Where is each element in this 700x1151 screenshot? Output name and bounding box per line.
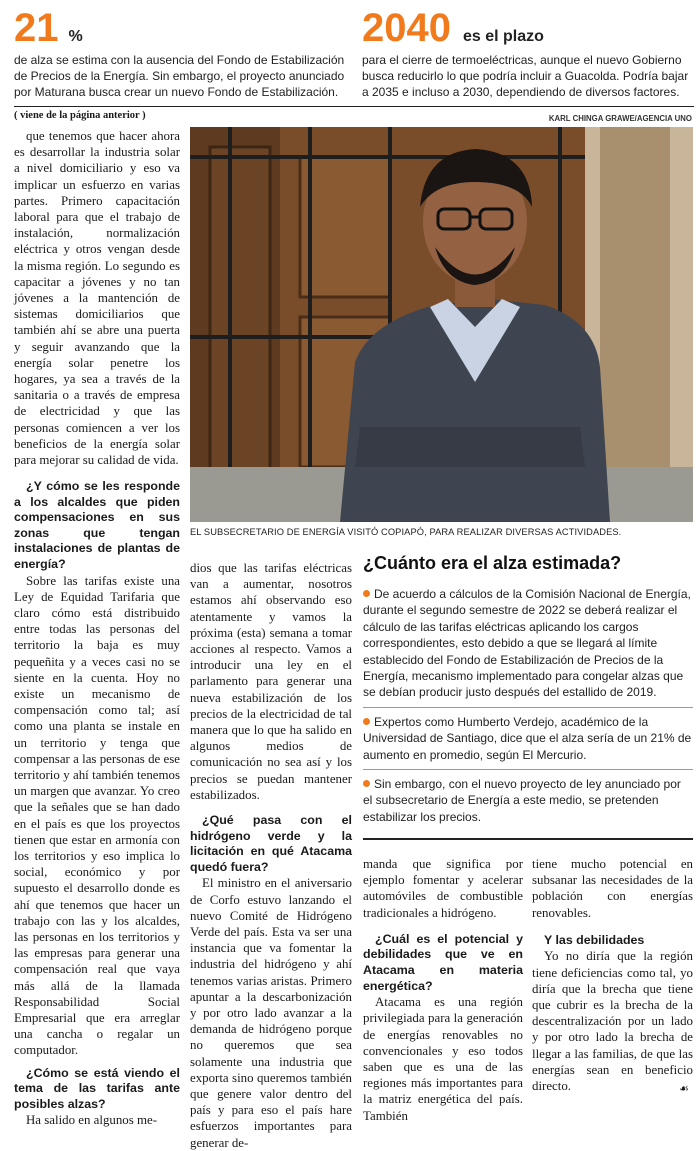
column-1-bottom	[14, 479, 180, 1129]
subsecretary-photo	[190, 127, 693, 522]
paragraph: dios que las tarifas eléctricas van a aumentar, nosotros estamos ahí observando eso atentamente y vamos la próxima (esta) semana a tomar acciones al respecto. Vamos a introducir una ley en el parlamento para generar una nueva estabilización de los precios de la electricidad de tal manera que lo que ha salido en algunos medios de comunicación no sea así y los precios se puedan mantener estabilizados.	[190, 561, 352, 802]
stat-left-number: 21	[14, 6, 59, 50]
stat-right	[362, 8, 692, 48]
bullet-dot-icon	[363, 718, 370, 725]
stat-right-number: 2040	[362, 6, 451, 50]
box-separator	[363, 769, 693, 770]
paragraph: Ha salido en algunos me-	[26, 1113, 158, 1128]
question: ¿Qué pasa con el hidrógeno verde y la licitación en qué Atacama quedó fuera?	[190, 813, 352, 874]
stat-left	[14, 8, 344, 48]
column-1-top	[14, 128, 180, 468]
question: ¿Y cómo se les responde a los alcaldes que piden compensaciones en sus zonas que tengan instalaciones de plantas de energía?	[14, 479, 180, 571]
photo-credit: KARL CHINGA GRAWE/AGENCIA UNO	[548, 114, 692, 123]
box-title: ¿Cuánto era el alza estimada?	[363, 553, 622, 573]
box-separator	[363, 707, 693, 708]
column-4	[532, 856, 693, 1094]
column-2	[190, 560, 352, 1151]
paragraph: manda que significa por ejemplo fomentar y acelerar automóviles de combustible tradicionales a hidrógeno.	[363, 857, 523, 920]
photo-caption: EL SUBSECRETARIO DE ENERGÍA VISITÓ COPIAPÓ, PARA REALIZAR DIVERSAS ACTIVIDADES.	[190, 527, 622, 537]
paragraph: que tenemos que hacer ahora es desarrollar la industria solar a nivel domiciliario y eso va implicar un esfuerzo en varias partes. Primero capacitación laboral para que el trabajo de instalación, normalización eléctrica y otros vengan desde la misma región. Lo segundo es capacitar a jóvenes y no tan jóvenes a la mantención de sistemas domiciliarios que también ahí se abre una puerta y seguir avanzando que la energía solar penetre los hogares, ya sea a través de la sanitaria o a través de empresa de electricidad y que las personas comiencen a ver los beneficios de la energía solar para mejorar su calidad de vida.	[14, 129, 180, 468]
end-mark-icon: ☙	[679, 1082, 689, 1095]
paragraph: Sobre las tarifas existe una Ley de Equidad Tarifaria que claro cómo está distribuido entre todas las personas del territorio la baja es muy pequeñita y a veces casi no se siente en la cuenta. Hoy no existe un mecanismo de compensación como tal; así como una planta se instale en un territorio y tenga que compensar a las personas de ese territorio y ahí también tenemos un margen que avanzar. Yo creo que la señales que se han dado en el país es que los proyectos tienen que estar en armonía con los territorios y eso implica lo social, económico y por supuesto el desarrollo donde es ahí que tenemos que hacer un trabajo con las y los alcaldes, las personas en los territorios y las empresas para generar una compensación real que vaya más allá de la llamada Responsabilidad Social Empresarial que era arreglar una cancha o regalar un computador.	[14, 573, 180, 1058]
box-bullet: Sin embargo, con el nuevo proyecto de ley anunciado por el subsecretario de Energía a este medio, se pretenden estabilizar los precios.	[363, 777, 681, 824]
box-bullet: Expertos como Humberto Verdejo, académico de la Universidad de Santiago, dice que el alza sería de un 21% de aumento en promedio, según El Mercurio.	[363, 714, 692, 762]
question: ¿Cuál es el potencial y debilidades que ve en Atacama en materia energética?	[363, 931, 523, 993]
paragraph: tiene mucho potencial en subsanar las necesidades de la población con energías renovables.	[532, 857, 693, 920]
question: Y las debilidades	[544, 932, 645, 947]
bullet-dot-icon	[363, 590, 370, 597]
box-bullets	[363, 586, 693, 825]
stat-left-unit: %	[68, 28, 83, 45]
column-3	[363, 856, 523, 1124]
box-bullet: De acuerdo a cálculos de la Comisión Nacional de Energía, durante el segundo semestre de 2022 se deberá realizar el cálculo de las tarifas eléctricas aplicando los cargos correspondientes, esto debido a que se llegará al límite establecido del Fondo de Estabilización de Precios de la Energía, mecanismo implementado para congelar alzas que se debían producir justo después del estallido de 2019.	[363, 587, 691, 700]
stat-left-text: de alza se estima con la ausencia del Fondo de Estabilización de Precios de la Energía. Sin embargo, el proyecto anunciado por Maturana busca crear un nuevo Fondo de Estabilización.	[14, 53, 345, 99]
stat-right-text: para el cierre de termoeléctricas, aunque el nuevo Gobierno busca reducirlo lo que podría incluir a Guacolda. Podría bajar a 2035 e incluso a 2030, dependiendo de diversos factores.	[362, 53, 689, 99]
paragraph: El ministro en el aniversario de Corfo estuvo lanzando el nuevo Comité de Hidrógeno Verde del país. Esta va ser una instancia que va fomentar la industria del hidrógeno y ahí tenemos varias aristas. Primero apuntar a la descarbonización y por otro lado avanzar a la demanda de hidrógeno porque no queremos que sea solamente una industria que exporta sino queremos también que genere valor dentro del país y para eso el país hare esfuerzos importantes para generar de-	[190, 876, 352, 1150]
photo-illustration	[190, 127, 693, 522]
header-divider	[14, 106, 694, 107]
stat-right-unit: es el plazo	[462, 28, 544, 45]
bullet-dot-icon	[363, 780, 370, 787]
paragraph: Atacama es una región privilegiada para la generación de energías renovables no convencionales y eso todos saben que es una de las regiones más importantes para la matriz energética del país. También	[363, 995, 523, 1123]
question: ¿Cómo se está viendo el tema de las tarifas ante posibles alzas?	[14, 1065, 180, 1111]
continued-note: ( viene de la página anterior )	[14, 110, 146, 121]
box-bottom-rule	[363, 838, 693, 840]
paragraph: Yo no diría que la región tiene deficiencias como tal, yo diría que la brecha que tiene que cubrir es la brecha de la descentralización por un lado y por otro lado la brecha de llegar a las familias, de que las energías sean en beneficio directo.	[532, 949, 693, 1094]
